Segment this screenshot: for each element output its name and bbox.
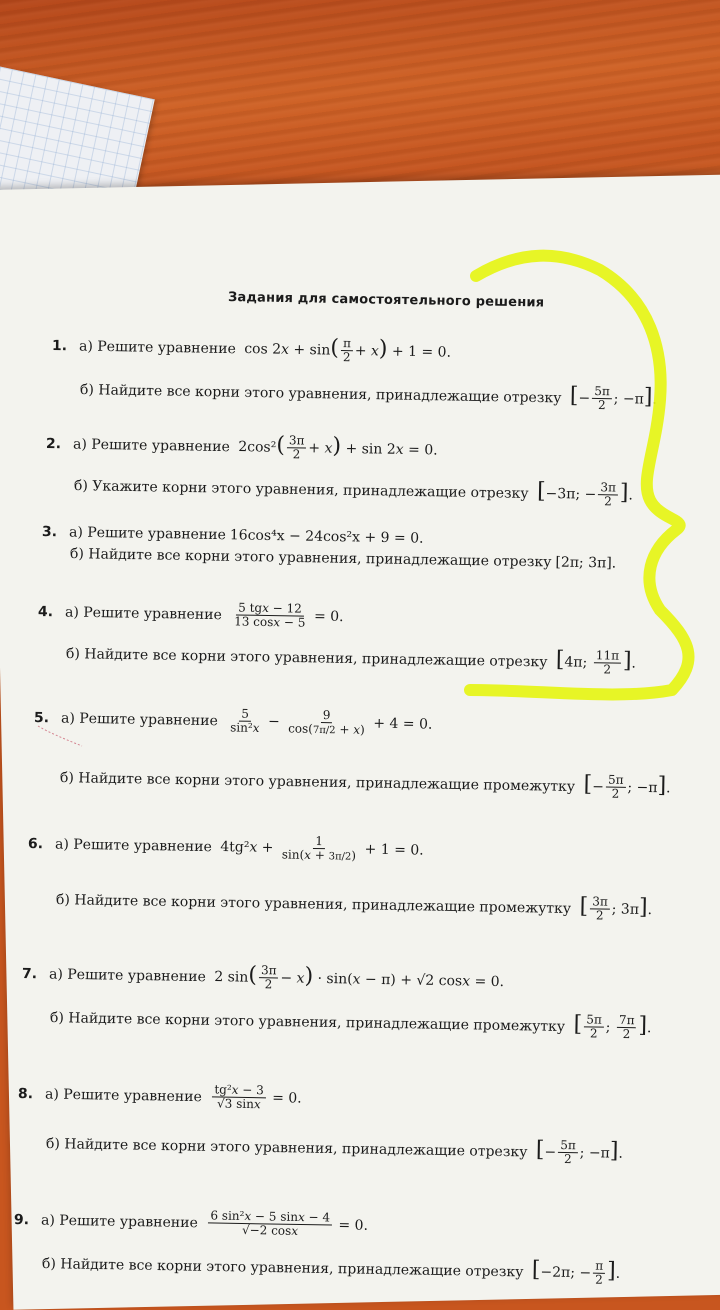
problem-6a bbox=[28, 830, 424, 864]
problem-label: а) Решите уравнение bbox=[44, 1086, 202, 1105]
problem-number: 1. bbox=[51, 337, 68, 354]
interval: [− $\frac{5\pi}{2}$ ; −π]. bbox=[535, 1137, 624, 1167]
equation: 2 sin( $\frac{3\pi}{2}$ − x) · sin(x − π) + √2 cosx = 0. bbox=[209, 962, 505, 992]
equation: 2cos²( $\frac{3\pi}{2}$ + x) + sin 2x = 0. bbox=[233, 432, 438, 462]
problem-number: 9. bbox=[13, 1211, 30, 1228]
problem-number: 5. bbox=[33, 709, 50, 726]
equation: $\frac{\text{5 tgx − 12}}{13 \cos x - 5}$ = 0. bbox=[234, 600, 344, 630]
problem-8a bbox=[18, 1080, 302, 1112]
interval: [4π; $\frac{11\pi}{2}$ ]. bbox=[555, 647, 637, 677]
problem-7b bbox=[50, 1004, 652, 1042]
equation: $\frac{\text{6 sin²x − 5 sinx − 4}}{√-2 \cos x}$ = 0. bbox=[202, 1209, 369, 1239]
equation: $\frac{\text{tg²x − 3}}{√3 \sin x}$ = 0. bbox=[206, 1083, 302, 1112]
problem-label: б) Найдите все корни этого уравнения, принадлежащие промежутку bbox=[49, 1009, 566, 1035]
problem-2a bbox=[46, 430, 438, 464]
problem-7a bbox=[22, 960, 505, 996]
interval: [ $\frac{5\pi}{2}$ ; $\frac{7\pi}{2}$ ]. bbox=[573, 1011, 652, 1042]
problem-label: а) Решите уравнение bbox=[72, 436, 230, 455]
problem-label: а) Решите уравнение bbox=[48, 966, 206, 985]
interval: [− $\frac{5\pi}{2}$ ; −π]. bbox=[569, 383, 658, 413]
problem-number: 7. bbox=[21, 965, 38, 982]
equation: 16cos⁴x − 24cos²x + 9 = 0. bbox=[229, 527, 424, 547]
problem-9a bbox=[14, 1206, 368, 1240]
problem-3a bbox=[42, 524, 424, 547]
problem-5b bbox=[60, 764, 671, 802]
problem-number: 8. bbox=[17, 1085, 34, 1102]
problem-number: 2. bbox=[45, 435, 62, 452]
problem-label: а) Решите уравнение bbox=[68, 524, 226, 544]
problem-label: б) Найдите все корни этого уравнения, принадлежащие отрезку bbox=[79, 381, 562, 407]
problem-label: б) Найдите все корни этого уравнения, принадлежащие отрезку bbox=[45, 1135, 528, 1161]
equation: 4tg²x + $\frac{1}{\sin(x + 3\pi/2)}$ + 1 = 0. bbox=[215, 834, 424, 863]
equation: cos 2x + sin( $\frac{\pi}{2}$ + x) + 1 = 0. bbox=[239, 335, 452, 365]
problem-6b bbox=[56, 886, 652, 924]
problem-number: 4. bbox=[37, 603, 54, 620]
problem-1b bbox=[80, 376, 657, 413]
equation: $\frac{5}{\text{sin²x}}$ − $\frac{9}{\cos(7\pi/2 + x)}$ + 4 = 0. bbox=[230, 706, 433, 737]
interval: [ $\frac{3\pi}{2}$ ; 3π]. bbox=[579, 893, 653, 923]
page-title: Задания для самостоятельного решения bbox=[227, 290, 545, 311]
problem-2b bbox=[74, 472, 633, 509]
ink-bleed-mark bbox=[36, 722, 86, 752]
problem-4b bbox=[66, 640, 636, 677]
problem-1a bbox=[52, 332, 451, 366]
problem-number: 6. bbox=[27, 835, 44, 852]
interval: [2π; 3π]. bbox=[555, 554, 617, 572]
problem-label: а) Решите уравнение bbox=[40, 1212, 198, 1231]
problem-4a bbox=[38, 598, 344, 631]
problem-label: б) Укажите корни этого уравнения, принадлежащие отрезку bbox=[73, 477, 529, 502]
problem-label: б) Найдите все корни этого уравнения, принадлежащие отрезку bbox=[41, 1255, 524, 1281]
problem-label: б) Найдите все корни этого уравнения, принадлежащие промежутку bbox=[59, 769, 576, 795]
problem-label: а) Решите уравнение bbox=[60, 710, 218, 729]
interval: [−2π; − $\frac{\pi}{2}$ ]. bbox=[531, 1257, 621, 1287]
problem-label: б) Найдите все корни этого уравнения, принадлежащие отрезку bbox=[65, 645, 548, 671]
interval: [− $\frac{5\pi}{2}$ ; −π]. bbox=[583, 771, 671, 801]
problem-8b bbox=[46, 1130, 623, 1167]
problem-5a bbox=[34, 704, 433, 738]
problem-label: а) Решите уравнение bbox=[64, 604, 222, 623]
problem-label: б) Найдите все корни этого уравнения, принадлежащие промежутку bbox=[55, 891, 572, 917]
interval: [−3π; − $\frac{3\pi}{2}$ ]. bbox=[536, 478, 634, 509]
problem-3b bbox=[70, 546, 616, 572]
problem-number: 3. bbox=[41, 524, 58, 541]
problem-label: а) Решите уравнение bbox=[54, 836, 212, 855]
problem-label: б) Найдите все корни этого уравнения, принадлежащие отрезку bbox=[69, 546, 552, 571]
problem-label: а) Решите уравнение bbox=[78, 338, 236, 357]
